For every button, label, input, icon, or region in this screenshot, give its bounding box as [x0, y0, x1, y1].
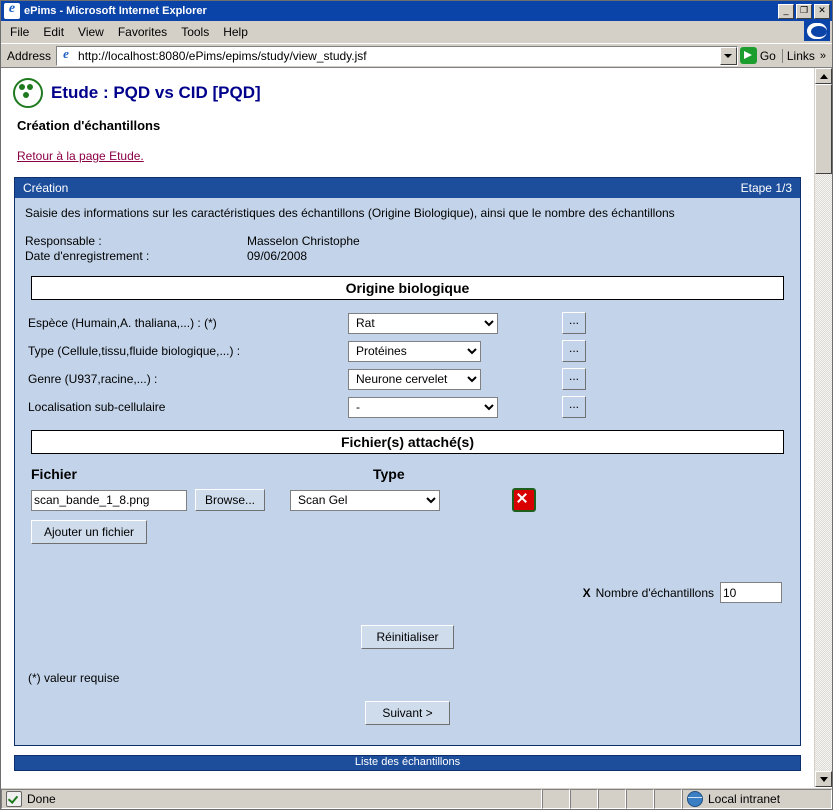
links-label: Links [786, 48, 815, 63]
study-header [13, 78, 802, 108]
scrollbar-thumb[interactable] [815, 84, 832, 174]
epims-logo-icon [13, 78, 43, 108]
type-browse-button[interactable]: ... [562, 340, 586, 362]
status-cell-1 [542, 789, 570, 809]
panel-step: Etape 1/3 [740, 181, 792, 195]
menu-item-favorites[interactable]: Favorites [117, 24, 168, 39]
section-title-attached-files: Fichier(s) attaché(s) [31, 430, 784, 454]
status-cell-2 [570, 789, 598, 809]
vertical-scrollbar[interactable] [814, 68, 832, 787]
page-wrapper [1, 67, 832, 787]
minimize-icon: _ [783, 4, 789, 15]
address-bar [1, 43, 832, 67]
go-button[interactable] [738, 47, 782, 64]
status-bar [1, 787, 832, 809]
window-title: ePims - Microsoft Internet Explorer [24, 5, 207, 17]
panel-body [15, 198, 800, 745]
arrow-up-icon [820, 74, 828, 79]
espece-select[interactable] [348, 313, 498, 334]
minimize-button[interactable] [778, 4, 794, 19]
delete-file-icon[interactable] [512, 488, 536, 512]
menu-item-help[interactable]: Help [223, 24, 248, 39]
page-title: Etude : PQD vs CID [PQD] [51, 83, 261, 102]
panel-intro-text: Saisie des informations sur les caractéristiques des échantillons (Origine Biologique), ainsi que le nombre des échantillons [25, 206, 675, 220]
status-cell-3 [598, 789, 626, 809]
info-row-date [25, 249, 790, 264]
field-row-espece [25, 312, 790, 334]
go-label: Go [759, 48, 776, 63]
browse-button[interactable]: Browse... [195, 489, 265, 511]
espece-label: Espèce (Humain,A. thaliana,...) : (*) [28, 316, 217, 330]
localisation-label: Localisation sub-cellulaire [28, 400, 166, 414]
arrow-down-icon [820, 777, 828, 782]
title-bar [1, 1, 832, 21]
next-button[interactable]: Suivant > [365, 701, 449, 725]
field-row-localisation [25, 396, 790, 418]
go-arrow-icon [740, 47, 757, 64]
status-message: Done [27, 791, 56, 806]
multiplier-label: X [582, 585, 591, 600]
localisation-browse-button[interactable]: ... [562, 396, 586, 418]
sample-count-row [25, 582, 782, 603]
maximize-icon: ❐ [799, 4, 809, 15]
menu-item-view[interactable]: View [78, 24, 104, 39]
security-zone-cell [682, 789, 832, 809]
next-row [25, 701, 790, 725]
file-column-header: Fichier [31, 466, 77, 482]
responsable-label: Responsable : [25, 234, 102, 248]
scrollbar-track[interactable] [815, 174, 832, 771]
address-dropdown-button[interactable] [720, 47, 737, 65]
close-button[interactable] [814, 4, 830, 19]
field-row-type [25, 340, 790, 362]
maximize-button[interactable] [796, 4, 812, 19]
page-content [1, 68, 814, 787]
section-title-biological-origin: Origine biologique [31, 276, 784, 300]
menu-item-file[interactable]: File [10, 24, 30, 39]
scroll-up-button[interactable] [815, 68, 832, 84]
window-controls [778, 4, 830, 19]
links-bar[interactable] [782, 49, 830, 63]
page-icon [59, 49, 73, 63]
type-column-header: Type [373, 466, 405, 482]
reset-row [25, 625, 790, 649]
status-cell-4 [626, 789, 654, 809]
sample-list-panel-header: Liste des échantillons [15, 756, 800, 770]
file-table-header [31, 466, 790, 482]
localisation-select[interactable] [348, 397, 498, 418]
date-value: 09/06/2008 [247, 249, 308, 263]
sample-count-input[interactable] [720, 582, 782, 603]
type-label: Type (Cellule,tissu,fluide biologique,...) : [28, 344, 241, 358]
status-cell-5 [654, 789, 682, 809]
address-input[interactable] [76, 47, 720, 65]
creation-panel [14, 177, 801, 746]
chevron-down-icon [724, 54, 732, 58]
globe-icon [687, 791, 703, 807]
page-subtitle: Création d'échantillons [17, 118, 161, 133]
genre-browse-button[interactable]: ... [562, 368, 586, 390]
panel-title: Création [23, 181, 69, 195]
date-label: Date d'enregistrement : [25, 249, 150, 263]
genre-label: Genre (U937,racine,...) : [28, 372, 158, 386]
file-type-select[interactable] [290, 490, 440, 511]
back-to-study-link[interactable]: Retour à la page Etude. [17, 149, 144, 163]
panel-header [15, 178, 800, 198]
menu-item-tools[interactable]: Tools [181, 24, 210, 39]
espece-browse-button[interactable]: ... [562, 312, 586, 334]
done-icon [6, 791, 22, 807]
ie-logo-icon [804, 21, 830, 41]
address-label: Address [7, 48, 52, 63]
scroll-down-button[interactable] [815, 771, 832, 787]
info-row-responsable [25, 234, 790, 249]
field-row-genre [25, 368, 790, 390]
close-icon: ✕ [818, 4, 826, 15]
menu-bar [1, 21, 832, 43]
file-type-wrap [290, 490, 440, 511]
file-row [31, 488, 790, 512]
address-input-wrap[interactable] [56, 46, 738, 66]
ie-document-icon [4, 3, 20, 19]
sample-list-panel [14, 755, 801, 771]
chevron-right-icon[interactable]: » [819, 49, 826, 62]
add-file-button[interactable]: Ajouter un fichier [31, 520, 147, 544]
status-message-cell [1, 789, 542, 809]
type-select[interactable] [348, 341, 481, 362]
sample-count-label: Nombre d'échantillons [595, 585, 714, 600]
filename-input[interactable] [31, 490, 187, 511]
required-note: (*) valeur requise [28, 671, 120, 685]
responsable-value: Masselon Christophe [247, 234, 360, 248]
security-zone-label: Local intranet [708, 791, 781, 806]
menu-item-edit[interactable]: Edit [43, 24, 65, 39]
reset-button[interactable]: Réinitialiser [361, 625, 453, 649]
genre-select[interactable] [348, 369, 481, 390]
